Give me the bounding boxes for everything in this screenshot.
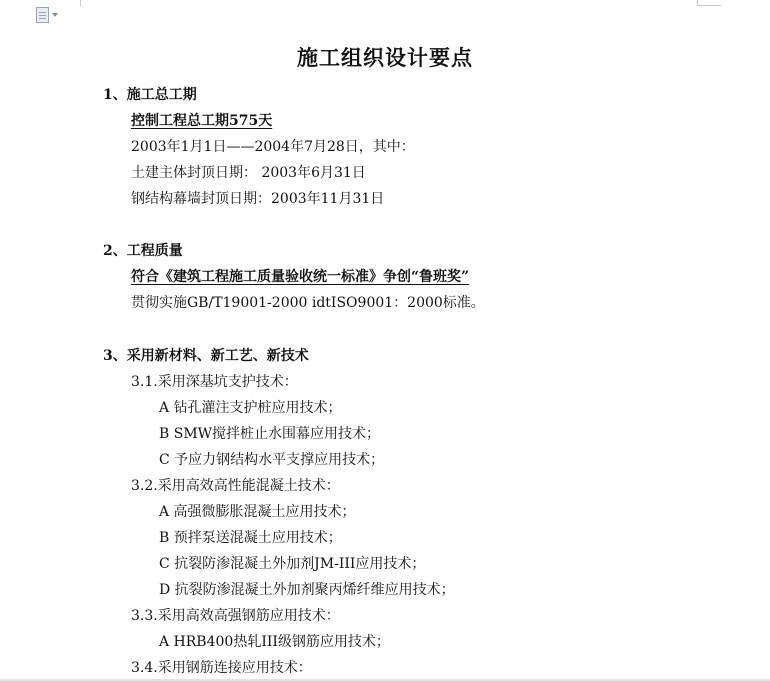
section-line-emphasis: 控制工程总工期575天 xyxy=(131,113,273,129)
section-line: 钢结构幕墙封顶日期：2003年11月31日 xyxy=(131,191,385,207)
list-item: A 高强微膨胀混凝土应用技术； xyxy=(159,504,356,520)
document-title: 施工组织设计要点 xyxy=(297,45,473,70)
list-item: A 钻孔灌注支护桩应用技术； xyxy=(159,400,342,416)
page-corner-mark xyxy=(697,5,721,6)
list-item: B SMW搅拌桩止水围幕应用技术； xyxy=(159,426,381,442)
section-line: 土建主体封顶日期： 2003年6月31日 xyxy=(131,165,366,181)
subsection-label: 3.3.采用高效高强钢筋应用技术： xyxy=(131,608,340,624)
chevron-down-icon xyxy=(52,13,58,17)
section-line: 贯彻实施GB/T19001-2000 idtISO9001：2000标准。 xyxy=(131,295,485,311)
subsection-label: 3.1.采用深基坑支护技术： xyxy=(131,374,298,390)
list-item: A HRB400热轧III级钢筋应用技术； xyxy=(159,634,390,650)
document-menu-button[interactable] xyxy=(36,6,66,24)
list-item: C 予应力钢结构水平支撑应用技术； xyxy=(159,452,385,468)
subsection-label: 3.2.采用高效高性能混凝土技术： xyxy=(131,478,340,494)
section-line: 2003年1月1日——2004年7月28日，其中： xyxy=(131,139,415,155)
section-heading: 1、施工总工期 xyxy=(103,87,197,103)
section-heading: 3、采用新材料、新工艺、新技术 xyxy=(103,348,309,364)
list-item: C 抗裂防渗混凝土外加剂JM-III应用技术； xyxy=(159,556,426,572)
page-corner-mark xyxy=(80,0,81,6)
document-icon xyxy=(36,7,49,23)
list-item: B 预拌泵送混凝土应用技术； xyxy=(159,530,342,546)
list-item: D 抗裂防渗混凝土外加剂聚丙烯纤维应用技术； xyxy=(159,582,455,598)
section-heading: 2、工程质量 xyxy=(103,243,183,259)
subsection-label: 3.4.采用钢筋连接应用技术： xyxy=(131,660,312,676)
section-line-emphasis: 符合《建筑工程施工质量验收统一标准》争创“鲁班奖” xyxy=(131,269,470,285)
